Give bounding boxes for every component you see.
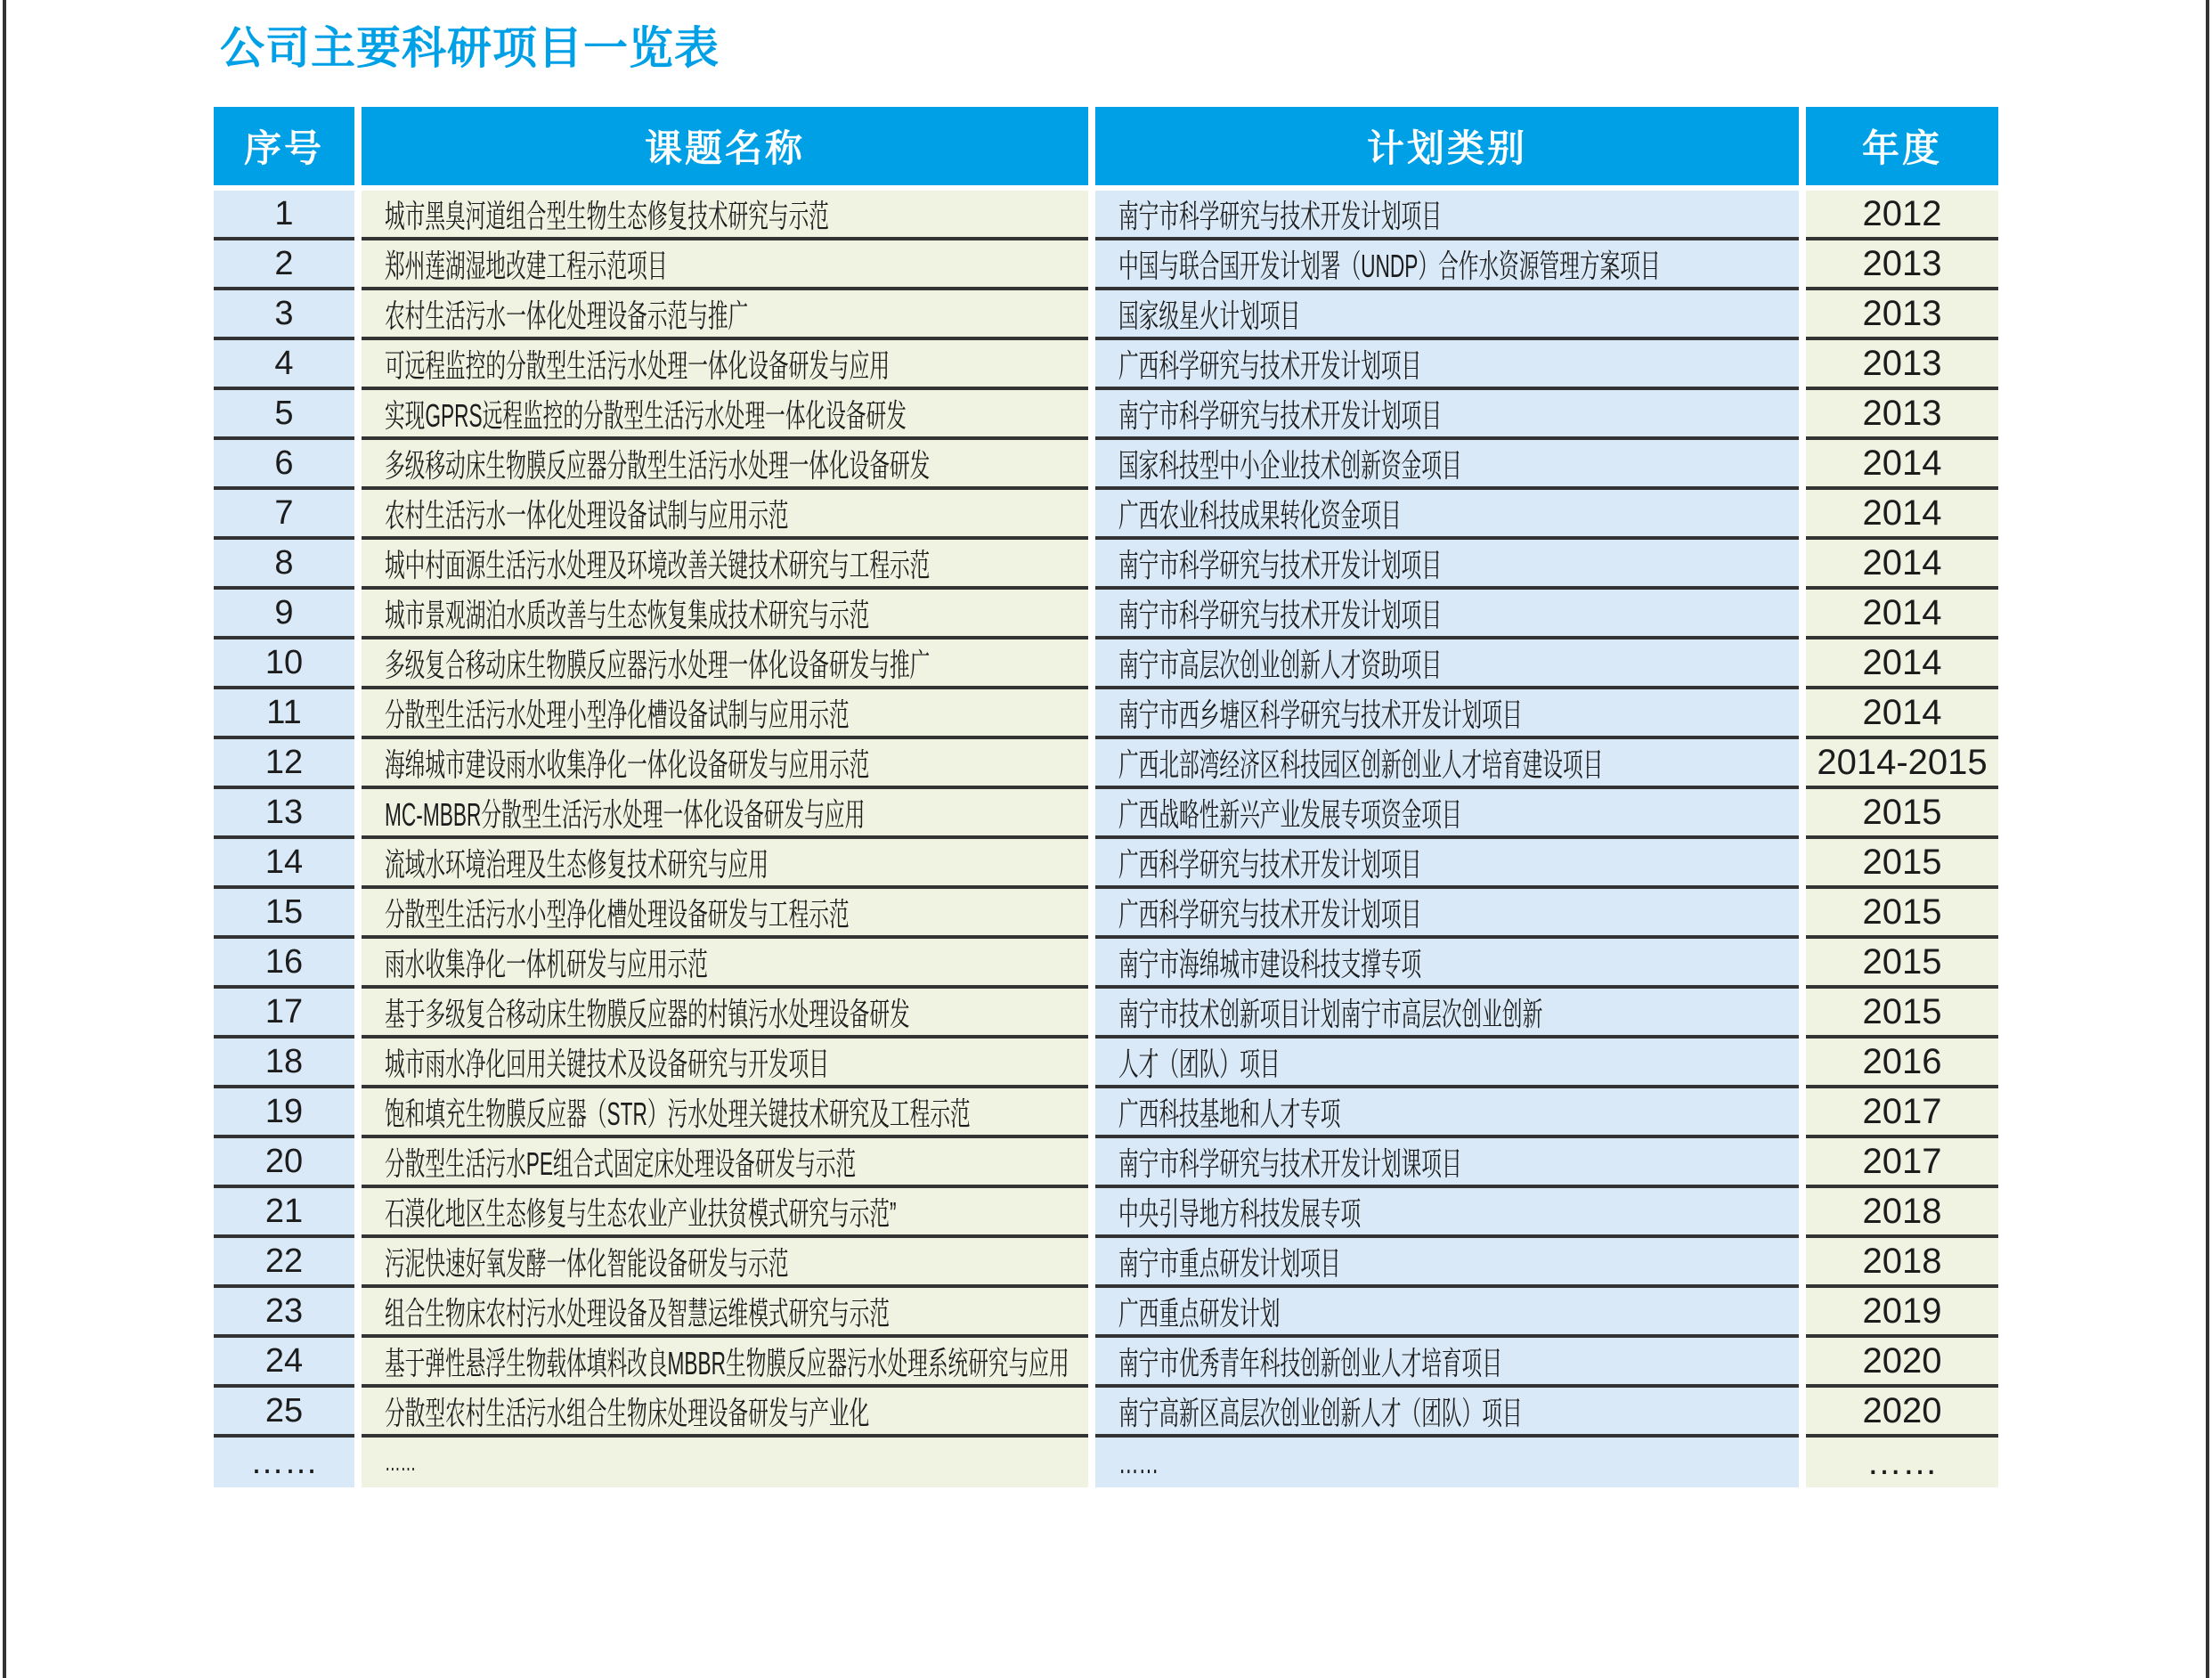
header-name: 课题名称	[362, 107, 1088, 185]
cell-index	[214, 440, 354, 490]
cell-text: 2014	[1862, 592, 1942, 632]
cell-text: 分散型生活污水处理小型净化槽设备试制与应用示范	[385, 696, 850, 733]
table-row	[214, 1039, 1998, 1088]
cell-category	[1095, 1088, 1799, 1138]
cell-text: 流域水环境治理及生态修复技术研究与应用	[385, 845, 769, 883]
cell-year	[1806, 340, 1998, 390]
cell-category	[1095, 939, 1799, 989]
cell-text: MC-MBBR分散型生活污水处理一体化设备研发与应用	[385, 795, 866, 833]
cell-year	[1806, 1138, 1998, 1188]
cell-text: 分散型生活污水小型净化槽处理设备研发与工程示范	[385, 895, 850, 933]
cell-text: 广西北部湾经济区科技园区创新创业人才培育建设项目	[1118, 745, 1604, 783]
table-row	[214, 939, 1998, 989]
cell-index	[214, 540, 354, 590]
cell-text: ……	[1118, 1444, 1159, 1480]
cell-index	[214, 889, 354, 939]
cell-text: 多级移动床生物膜反应器分散型生活污水处理一体化设备研发	[385, 446, 931, 484]
cell-year	[1806, 440, 1998, 490]
cell-text: 南宁市重点研发计划项目	[1118, 1244, 1341, 1282]
cell-category	[1095, 1039, 1799, 1088]
cell-category	[1095, 1188, 1799, 1238]
cell-text: 14	[264, 843, 304, 881]
cell-name	[362, 1388, 1088, 1438]
cell-name	[362, 1039, 1088, 1088]
table-row	[214, 1288, 1998, 1338]
cell-year	[1806, 989, 1998, 1039]
cell-text: 8	[274, 543, 294, 582]
table-row	[214, 689, 1998, 739]
cell-year	[1806, 590, 1998, 639]
cell-year	[1806, 939, 1998, 989]
table-row	[214, 1388, 1998, 1438]
cell-category	[1095, 639, 1799, 689]
cell-name	[362, 490, 1088, 540]
cell-year	[1806, 240, 1998, 290]
page-right-border	[2206, 0, 2209, 1678]
cell-text: 4	[274, 344, 294, 382]
cell-category	[1095, 1438, 1799, 1487]
cell-name	[362, 739, 1088, 789]
cell-index	[214, 639, 354, 689]
cell-text: 广西科学研究与技术开发计划项目	[1118, 346, 1422, 384]
cell-year	[1806, 191, 1998, 240]
cell-text: ……	[1866, 1442, 1938, 1482]
table-row	[214, 191, 1998, 240]
cell-text: 饱和填充生物膜反应器（STR）污水处理关键技术研究及工程示范	[385, 1095, 971, 1132]
cell-index	[214, 989, 354, 1039]
table-row	[214, 989, 1998, 1039]
cell-text: 2	[274, 244, 294, 282]
cell-text: 南宁市科学研究与技术开发计划项目	[1118, 546, 1442, 583]
cell-year	[1806, 689, 1998, 739]
cell-year	[1806, 1039, 1998, 1088]
cell-text: 广西农业科技成果转化资金项目	[1118, 496, 1402, 534]
cell-text: 南宁市科学研究与技术开发计划项目	[1118, 197, 1442, 234]
cell-text: 雨水收集净化一体机研发与应用示范	[385, 945, 708, 982]
cell-text: 2015	[1862, 991, 1942, 1031]
table-row	[214, 490, 1998, 540]
table-row	[214, 1438, 1998, 1487]
cell-category	[1095, 739, 1799, 789]
cell-text: 南宁市西乡塘区科学研究与技术开发计划项目	[1118, 696, 1523, 733]
cell-text: 2016	[1862, 1041, 1942, 1081]
cell-year	[1806, 1438, 1998, 1487]
table-row	[214, 789, 1998, 839]
cell-year	[1806, 889, 1998, 939]
table-row	[214, 1188, 1998, 1238]
cell-year	[1806, 1088, 1998, 1138]
cell-category	[1095, 440, 1799, 490]
cell-category	[1095, 1388, 1799, 1438]
cell-index	[214, 939, 354, 989]
cell-text: 2014	[1862, 642, 1942, 682]
cell-index	[214, 689, 354, 739]
cell-name	[362, 540, 1088, 590]
cell-category	[1095, 540, 1799, 590]
cell-text: 2012	[1862, 193, 1942, 233]
cell-text: 2015	[1862, 892, 1942, 932]
cell-text: 21	[264, 1192, 304, 1230]
table-row	[214, 1138, 1998, 1188]
cell-text: 9	[274, 593, 294, 631]
cell-index	[214, 839, 354, 889]
cell-text: 农村生活污水一体化处理设备试制与应用示范	[385, 496, 789, 534]
cell-text: 16	[264, 942, 304, 981]
cell-text: 6	[274, 444, 294, 482]
cell-text: ……	[385, 1448, 417, 1476]
cell-text: 南宁市高层次创业创新人才资助项目	[1118, 646, 1442, 683]
cell-text: 2015	[1862, 941, 1942, 982]
cell-year	[1806, 789, 1998, 839]
cell-name	[362, 939, 1088, 989]
cell-text: 广西科学研究与技术开发计划项目	[1118, 895, 1422, 933]
cell-name	[362, 440, 1088, 490]
cell-text: 25	[264, 1391, 304, 1430]
cell-name	[362, 1138, 1088, 1188]
cell-text: 2017	[1862, 1141, 1942, 1181]
cell-text: 23	[264, 1291, 304, 1330]
cell-name	[362, 1338, 1088, 1388]
cell-name	[362, 789, 1088, 839]
cell-name	[362, 390, 1088, 440]
cell-index	[214, 1338, 354, 1388]
cell-text: 10	[264, 643, 304, 681]
cell-name	[362, 989, 1088, 1039]
cell-text: 南宁市技术创新项目计划南宁市高层次创业创新	[1118, 995, 1543, 1032]
cell-category	[1095, 1238, 1799, 1288]
cell-category	[1095, 590, 1799, 639]
cell-index	[214, 1238, 354, 1288]
cell-text: 18	[264, 1042, 304, 1080]
cell-category	[1095, 390, 1799, 440]
cell-text: 2018	[1862, 1241, 1942, 1281]
cell-text: 中国与联合国开发计划署（UNDP）合作水资源管理方案项目	[1118, 247, 1661, 284]
cell-text: 可远程监控的分散型生活污水处理一体化设备研发与应用	[385, 346, 890, 384]
cell-text: 南宁市科学研究与技术开发计划项目	[1118, 396, 1442, 434]
table-body	[214, 191, 1998, 1487]
cell-text: 广西科技基地和人才专项	[1118, 1095, 1341, 1132]
cell-text: 12	[264, 743, 304, 781]
cell-year	[1806, 739, 1998, 789]
cell-name	[362, 1288, 1088, 1338]
cell-year	[1806, 540, 1998, 590]
cell-text: 城市雨水净化回用关键技术及设备研究与开发项目	[385, 1045, 829, 1082]
cell-text: 13	[264, 793, 304, 831]
cell-category	[1095, 889, 1799, 939]
cell-text: 17	[264, 992, 304, 1030]
cell-text: 石漠化地区生态修复与生态农业产业扶贫模式研究与示范”	[385, 1194, 897, 1232]
cell-text: 2015	[1862, 842, 1942, 882]
cell-text: 人才（团队）项目	[1118, 1045, 1281, 1082]
cell-year	[1806, 839, 1998, 889]
cell-text: 实现GPRS远程监控的分散型生活污水处理一体化设备研发	[385, 396, 907, 434]
cell-text: 2014-2015	[1817, 742, 1988, 782]
cell-text: 广西科学研究与技术开发计划项目	[1118, 845, 1422, 883]
cell-text: 南宁市科学研究与技术开发计划项目	[1118, 596, 1442, 633]
cell-category	[1095, 839, 1799, 889]
cell-category	[1095, 290, 1799, 340]
cell-text: 南宁市科学研究与技术开发计划课项目	[1118, 1144, 1462, 1182]
header-category: 计划类别	[1095, 107, 1799, 185]
cell-text: 分散型农村生活污水组合生物床处理设备研发与产业化	[385, 1394, 870, 1431]
cell-text: ……	[250, 1443, 318, 1481]
cell-text: 南宁高新区高层次创业创新人才（团队）项目	[1118, 1394, 1523, 1431]
cell-year	[1806, 639, 1998, 689]
cell-category	[1095, 1288, 1799, 1338]
cell-index	[214, 191, 354, 240]
cell-name	[362, 1238, 1088, 1288]
cell-year	[1806, 390, 1998, 440]
table-row	[214, 639, 1998, 689]
table-row	[214, 1088, 1998, 1138]
cell-text: 1	[274, 194, 294, 232]
cell-category	[1095, 1338, 1799, 1388]
cell-text: 南宁市海绵城市建设科技支撑专项	[1118, 945, 1422, 982]
cell-index	[214, 1088, 354, 1138]
cell-text: 2019	[1862, 1291, 1942, 1331]
cell-year	[1806, 1288, 1998, 1338]
table-row	[214, 390, 1998, 440]
cell-name	[362, 1188, 1088, 1238]
cell-text: 广西重点研发计划	[1118, 1294, 1281, 1332]
cell-text: 2013	[1862, 393, 1942, 433]
cell-text: 2020	[1862, 1390, 1942, 1430]
cell-text: 24	[264, 1341, 304, 1380]
cell-name	[362, 1088, 1088, 1138]
cell-index	[214, 1288, 354, 1338]
cell-text: 2013	[1862, 293, 1942, 333]
cell-text: 11	[266, 693, 302, 731]
cell-text: 2014	[1862, 542, 1942, 582]
table-row	[214, 340, 1998, 390]
cell-text: 19	[264, 1092, 304, 1130]
table-row	[214, 440, 1998, 490]
cell-index	[214, 1138, 354, 1188]
cell-year	[1806, 1188, 1998, 1238]
cell-text: 国家科技型中小企业技术创新资金项目	[1118, 446, 1462, 484]
cell-name	[362, 1438, 1088, 1487]
cell-text: 城市黑臭河道组合型生物生态修复技术研究与示范	[385, 197, 829, 234]
cell-text: 3	[274, 294, 294, 332]
cell-text: 国家级星火计划项目	[1118, 297, 1301, 334]
cell-text: 南宁市优秀青年科技创新创业人才培育项目	[1118, 1344, 1502, 1381]
page-title: 公司主要科研项目一览表	[220, 23, 720, 73]
cell-year	[1806, 1238, 1998, 1288]
cell-index	[214, 290, 354, 340]
cell-index	[214, 1188, 354, 1238]
cell-index	[214, 1039, 354, 1088]
table-row	[214, 590, 1998, 639]
cell-text: 22	[264, 1242, 304, 1280]
cell-index	[214, 1438, 354, 1487]
table-row	[214, 240, 1998, 290]
cell-text: 2014	[1862, 443, 1942, 483]
cell-index	[214, 490, 354, 540]
cell-text: 中央引导地方科技发展专项	[1118, 1194, 1362, 1232]
cell-text: 广西战略性新兴产业发展专项资金项目	[1118, 795, 1462, 833]
cell-name	[362, 240, 1088, 290]
cell-index	[214, 390, 354, 440]
cell-text: 7	[274, 493, 294, 532]
cell-name	[362, 839, 1088, 889]
cell-year	[1806, 1388, 1998, 1438]
cell-text: 2020	[1862, 1340, 1942, 1381]
cell-category	[1095, 789, 1799, 839]
cell-text: 20	[264, 1142, 304, 1180]
cell-text: 2015	[1862, 792, 1942, 832]
cell-text: 多级复合移动床生物膜反应器污水处理一体化设备研发与推广	[385, 646, 931, 683]
cell-text: 分散型生活污水PE组合式固定床处理设备研发与示范	[385, 1144, 857, 1182]
table-row	[214, 540, 1998, 590]
table-row	[214, 889, 1998, 939]
projects-table	[214, 107, 1998, 1487]
cell-category	[1095, 490, 1799, 540]
cell-name	[362, 590, 1088, 639]
cell-text: 农村生活污水一体化处理设备示范与推广	[385, 297, 749, 334]
cell-text: 城中村面源生活污水处理及环境改善关键技术研究与工程示范	[385, 546, 931, 583]
table-row	[214, 839, 1998, 889]
header-index: 序号	[214, 107, 354, 185]
cell-text: 2013	[1862, 243, 1942, 283]
cell-text: 污泥快速好氧发酵一体化智能设备研发与示范	[385, 1244, 789, 1282]
cell-index	[214, 1388, 354, 1438]
cell-name	[362, 191, 1088, 240]
cell-name	[362, 639, 1088, 689]
header-year: 年度	[1806, 107, 1998, 185]
cell-text: 2017	[1862, 1091, 1942, 1131]
table-row	[214, 1238, 1998, 1288]
cell-category	[1095, 689, 1799, 739]
cell-name	[362, 689, 1088, 739]
page-left-border	[3, 0, 6, 1678]
cell-text: 基于多级复合移动床生物膜反应器的村镇污水处理设备研发	[385, 995, 910, 1032]
cell-index	[214, 340, 354, 390]
cell-year	[1806, 1338, 1998, 1388]
cell-index	[214, 240, 354, 290]
cell-text: 2014	[1862, 493, 1942, 533]
cell-text: 海绵城市建设雨水收集净化一体化设备研发与应用示范	[385, 745, 870, 783]
cell-text: 郑州莲湖湿地改建工程示范项目	[385, 247, 668, 284]
cell-text: 15	[264, 892, 304, 931]
cell-name	[362, 340, 1088, 390]
cell-year	[1806, 490, 1998, 540]
cell-index	[214, 590, 354, 639]
cell-category	[1095, 340, 1799, 390]
cell-year	[1806, 290, 1998, 340]
cell-category	[1095, 191, 1799, 240]
cell-name	[362, 290, 1088, 340]
cell-category	[1095, 240, 1799, 290]
cell-text: 组合生物床农村污水处理设备及智慧运维模式研究与示范	[385, 1294, 890, 1332]
cell-text: 2013	[1862, 343, 1942, 383]
cell-text: 2018	[1862, 1191, 1942, 1231]
table-row	[214, 739, 1998, 789]
cell-text: 5	[274, 394, 294, 432]
cell-text: 城市景观湖泊水质改善与生态恢复集成技术研究与示范	[385, 596, 870, 633]
cell-name	[362, 889, 1088, 939]
cell-text: 2014	[1862, 692, 1942, 732]
table-row	[214, 290, 1998, 340]
cell-category	[1095, 1138, 1799, 1188]
cell-category	[1095, 989, 1799, 1039]
table-row	[214, 1338, 1998, 1388]
cell-index	[214, 789, 354, 839]
cell-text: 基于弹性悬浮生物载体填料改良MBBR生物膜反应器污水处理系统研究与应用	[385, 1344, 1069, 1381]
table-header-row	[214, 107, 1998, 185]
cell-index	[214, 739, 354, 789]
